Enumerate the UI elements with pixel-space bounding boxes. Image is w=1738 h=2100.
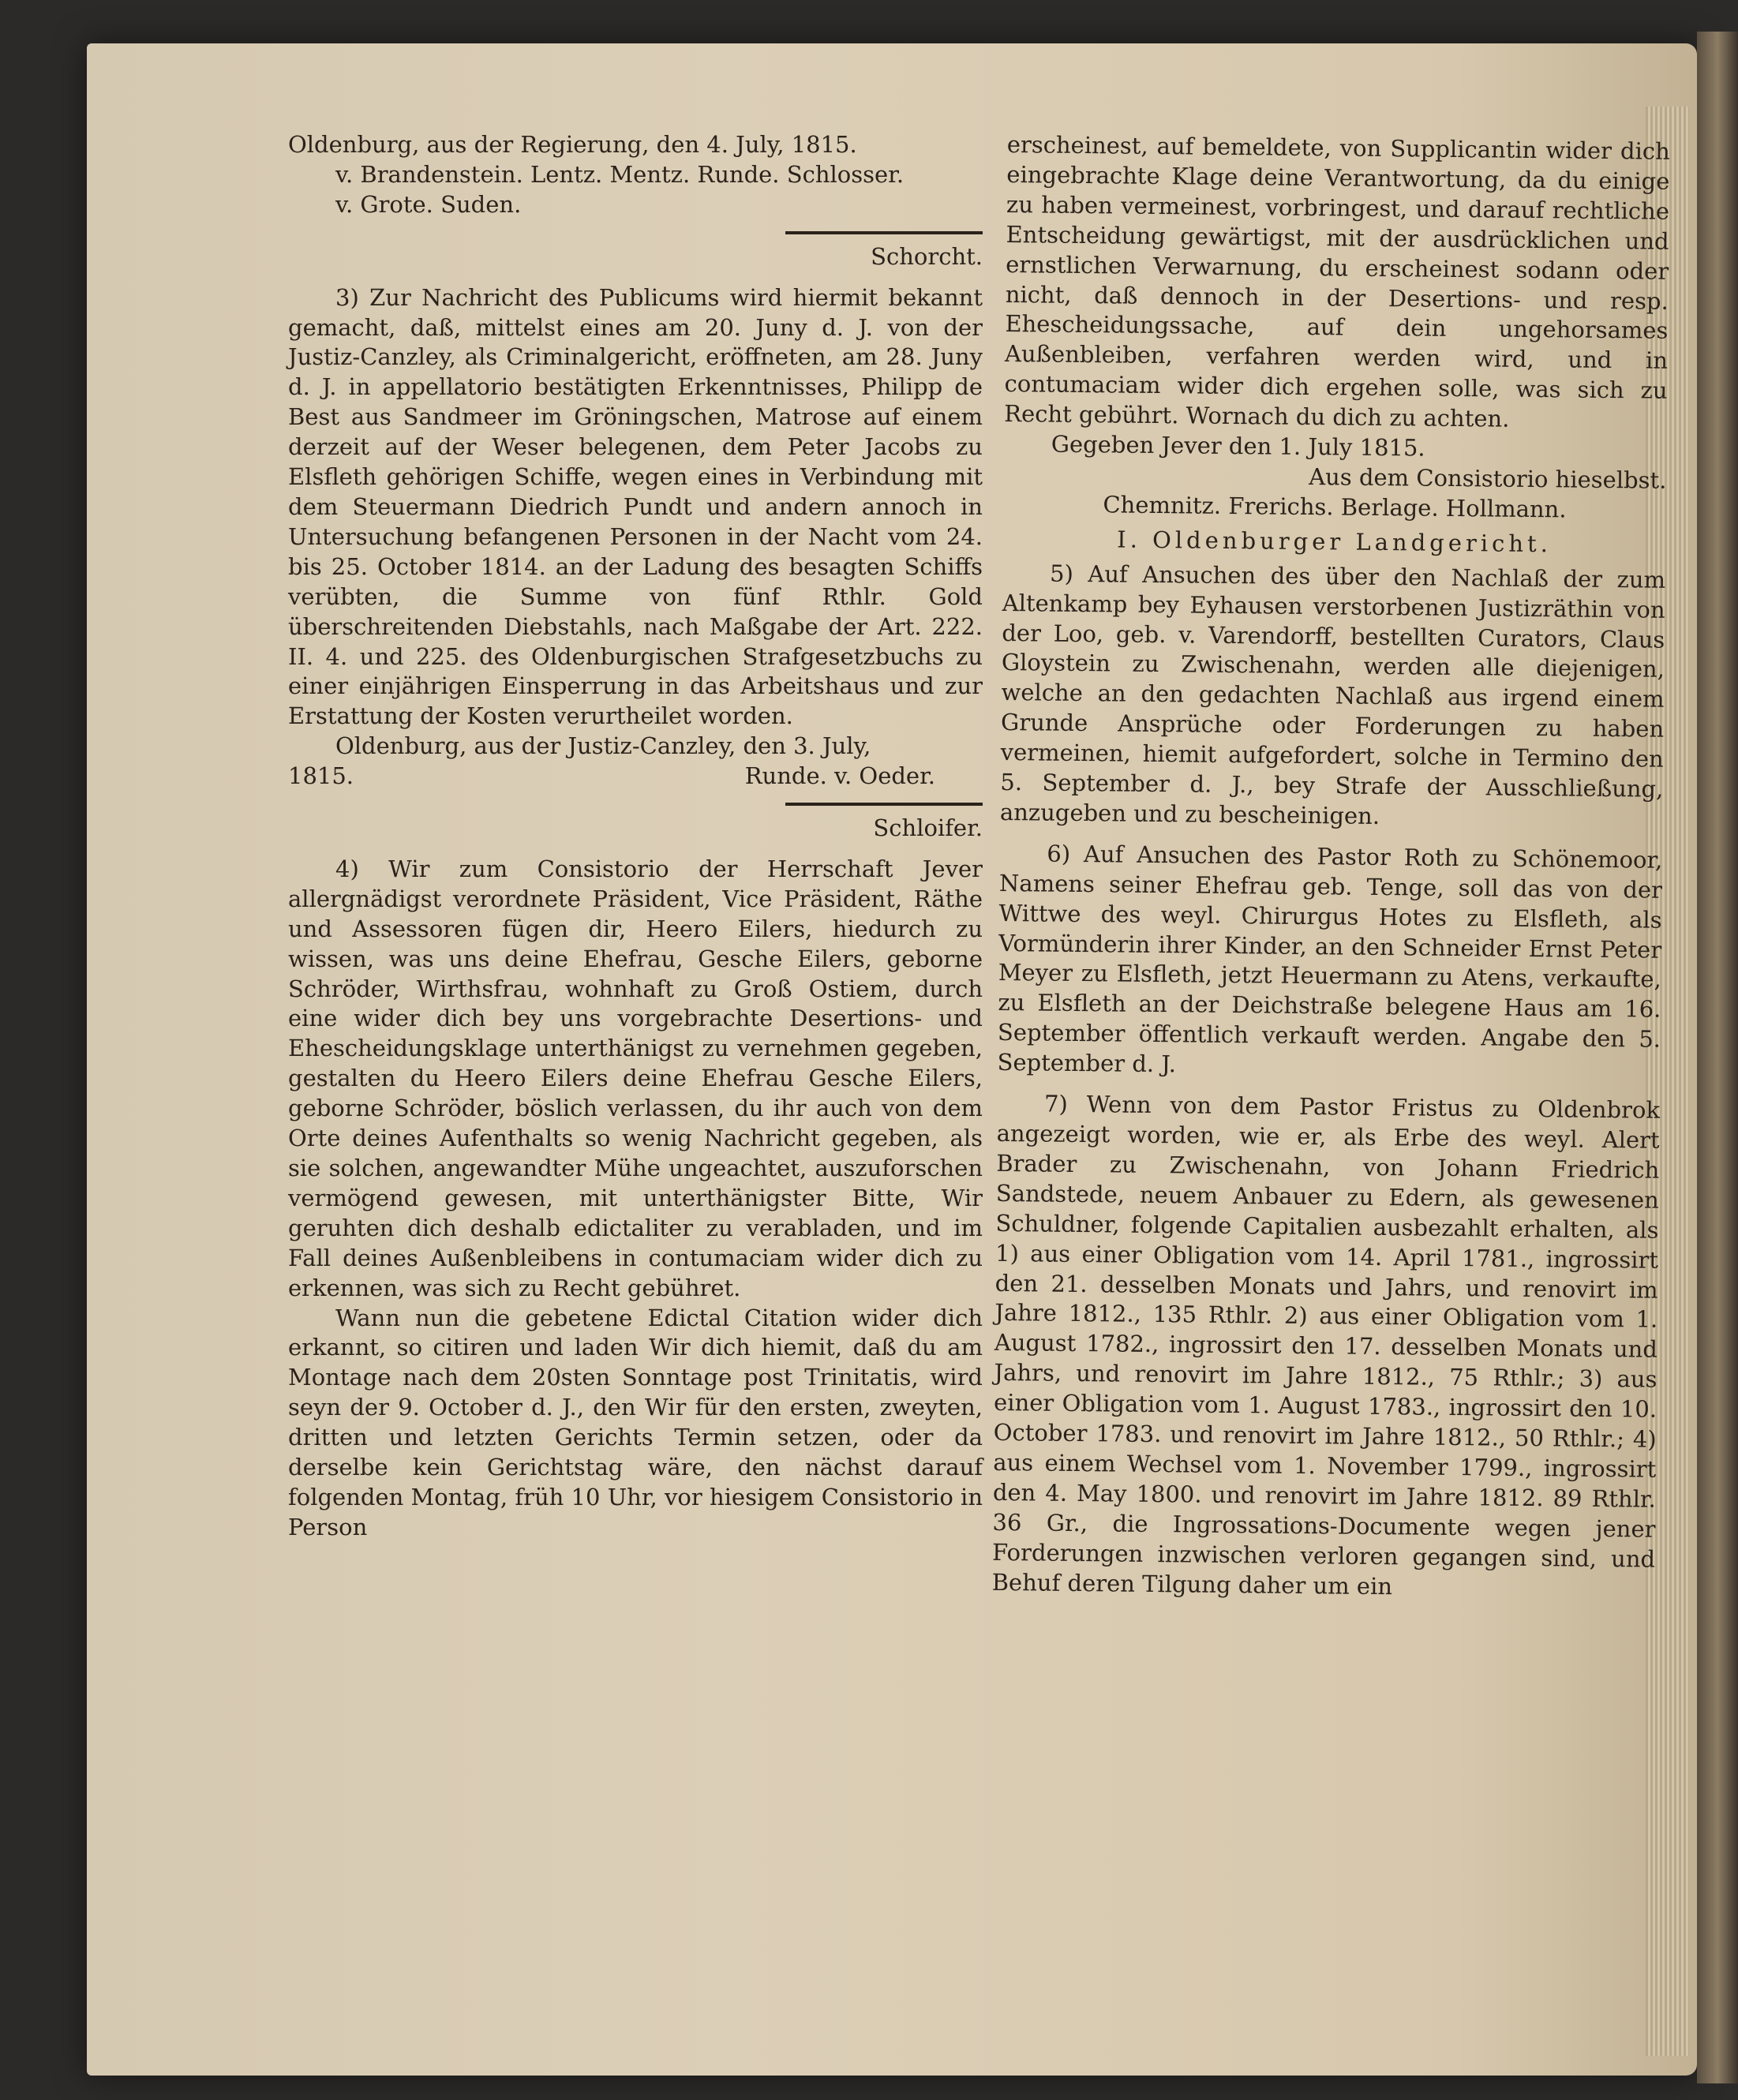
notice2-names-1: v. Brandenstein. Lentz. Mentz. Runde. Schlosser.: [335, 160, 905, 188]
section-heading: I. Oldenburger Landgericht.: [1117, 526, 1553, 558]
rule: [785, 231, 983, 234]
notice2-date: Oldenburg, aus der Regierung, den 4. July, 1815.: [288, 131, 857, 158]
notice4-continued: erscheinest, auf bemeldete, von Supplicantin wider dich eingebrachte Klage deine Verantwortung, da du einige zu haben vermeinest, vorbringest, und darauf rechtliche Entscheidung gewärtigst, mit der ausdrücklichen und ernstlichen Verwarnung, du erscheinest sodann oder nicht, daß dennoch in der Desertions- und resp. Ehescheidungssache, auf dein ungehorsames Außenbleiben, verfahren werden wird, und in contumaciam wider dich ergehen solle, was sich zu Recht gebührt. Wornach du dich zu achten.: [1004, 130, 1670, 432]
right-column: [992, 130, 1670, 1604]
notice3-signer: Schloifer.: [873, 814, 983, 842]
notice3-names: Runde. v. Oeder.: [744, 762, 935, 790]
notice7-text: 7) Wenn von dem Pastor Fristus zu Oldenbrok angezeigt worden, wie er, als Erbe des weyl. Alert Brader zu Zwischenahn, von Johann Friedrich Sandstede, neuem Anbauer zu Edern, als gewesenen Schuldner, folgende Capitalien ausbezahlt erhalten, als 1) aus einer Obligation vom 14. April 1781., ingrossirt den 21. desselben Monats und Jahrs, und renovirt im Jahre 1812., 135 Rthlr. 2) aus einer Obligation vom 1. August 1782., ingrossirt den 17. desselben Monats und Jahrs, und renovirt im Jahre 1812., 75 Rthlr.; 3) aus einer Obligation vom 1. August 1783., ingrossirt den 10. October 1783. und renovirt im Jahre 1812., 50 Rthlr.; 4) aus einem Wechsel vom 1. November 1799., ingrossirt den 4. May 1800. und renovirt im Jahre 1812. 89 Rthlr. 36 Gr., die Ingrossations-Documente wegen jener Forderungen inzwischen verloren gegangen sind, und Behuf deren Tilgung daher um ein: [991, 1090, 1661, 1600]
notice4-date: Gegeben Jever den 1. July 1815.: [1051, 430, 1425, 462]
notice5-text: 5) Auf Ansuchen des über den Nachlaß der zum Altenkamp bey Eyhausen verstorbenen Justizräthin von der Loo, geb. v. Varendorff, bestellten Curators, Claus Gloystein zu Zwischenahn, werden alle diejenigen, welche an den gedachten Nachlaß aus irgend einem Grunde Ansprüche oder Forderungen zu haben vermeinen, hiemit aufgefordert, solche in Termino den 5. September d. J., bey Strafe der Ausschließung, anzugeben und zu bescheinigen.: [999, 560, 1666, 829]
notice4-names: Chemnitz. Frerichs. Berlage. Hollmann.: [1103, 491, 1567, 523]
notice2-names-2: v. Grote. Suden.: [335, 190, 522, 218]
notice2-signer: Schorcht.: [871, 242, 983, 270]
left-column: [288, 130, 983, 1543]
notice4-text-2: Wann nun die gebetene Edictal Citation wider dich erkannt, so citiren und laden Wir dich hiemit, daß du am Montage nach dem 20sten Sonntage post Trinitatis, wird seyn der 9. October d. J., den Wir für den ersten, zweyten, dritten und letzten Gerichts Termin setzen, oder da derselbe kein Gerichtstag wäre, den nächst darauf folgenden Montag, früh 10 Uhr, vor hiesigem Consistorio in Person: [288, 1304, 983, 1540]
rule: [785, 803, 983, 806]
notice3-year: 1815.: [288, 762, 354, 790]
notice4-text: 4) Wir zum Consistorio der Herrschaft Jever allergnädigst verordnete Präsident, Vice Präsident, Räthe und Assessoren fügen dir, Heero Eilers, hiedurch zu wissen, was uns deine Ehefrau, Gesche Eilers, geborne Schröder, Wirthsfrau, wohnhaft zu Groß Ostiem, durch eine wider dich bey uns vorgebrachte Desertions- und Ehescheidungsklage unterthänigst zu vernehmen gegeben, gestalten du Heero Eilers deine Ehefrau Gesche Eilers, geborne Schröder, böslich verlassen, du ihr auch von dem Orte deines Aufenthalts so wenig Nachricht gegeben, als sie solchen, angewandter Mühe ungeachtet, auszuforschen vermögend gewesen, mit unterthänigster Bitte, Wir geruhten dich deshalb edictaliter zu verabladen, und im Fall deines Außenbleibens in contumaciam wider dich zu erkennen, was sich zu Recht gebühret.: [288, 855, 983, 1301]
notice3-text: 3) Zur Nachricht des Publicums wird hiermit bekannt gemacht, daß, mittelst eines am 20. Juny d. J. von der Justiz-Canzley, als Criminalgericht, eröffneten, am 28. Juny d. J. in appellatorio bestätigten Erkenntnisses, Philipp de Best aus Sandmeer im Gröningschen, Matrose auf einem derzeit auf der Weser belegenen, dem Peter Jacobs zu Elsfleth gehörigen Schiffe, wegen eines in Verbindung mit dem Steuermann Diedrich Pundt und andern annoch in Untersuchung befangenen Personen in der Nacht vom 24. bis 25. October 1814. an der Ladung des besagten Schiffs verübten, die Summe von fünf Rthlr. Gold überschreitenden Diebstahls, nach Maßgabe der Art. 222. II. 4. und 225. des Oldenburgischen Strafgesetzbuchs zu einer einjährigen Einsperrung in das Arbeitshaus und zur Erstattung der Kosten verurtheilet worden.: [288, 283, 983, 730]
notice3-signoff: [288, 762, 983, 792]
book-spine: [1697, 32, 1738, 2083]
notice6-text: 6) Auf Ansuchen des Pastor Roth zu Schönemoor, Namens seiner Ehefrau geb. Tenge, soll das von der Wittwe des weyl. Chirurgus Hotes zu Elsfleth, als Vormünderin ihrer Kinder, an den Schneider Ernst Peter Meyer zu Elsfleth, jetzt Heuermann zu Atens, verkaufte, zu Elsfleth an der Deichstraße belegene Haus am 16. September öffentlich verkauft werden. Angabe den 5. September d. J.: [997, 840, 1663, 1078]
notice4-from: Aus dem Consistorio hieselbst.: [1309, 462, 1667, 494]
notice3-date: Oldenburg, aus der Justiz-Canzley, den 3. July,: [335, 732, 871, 760]
